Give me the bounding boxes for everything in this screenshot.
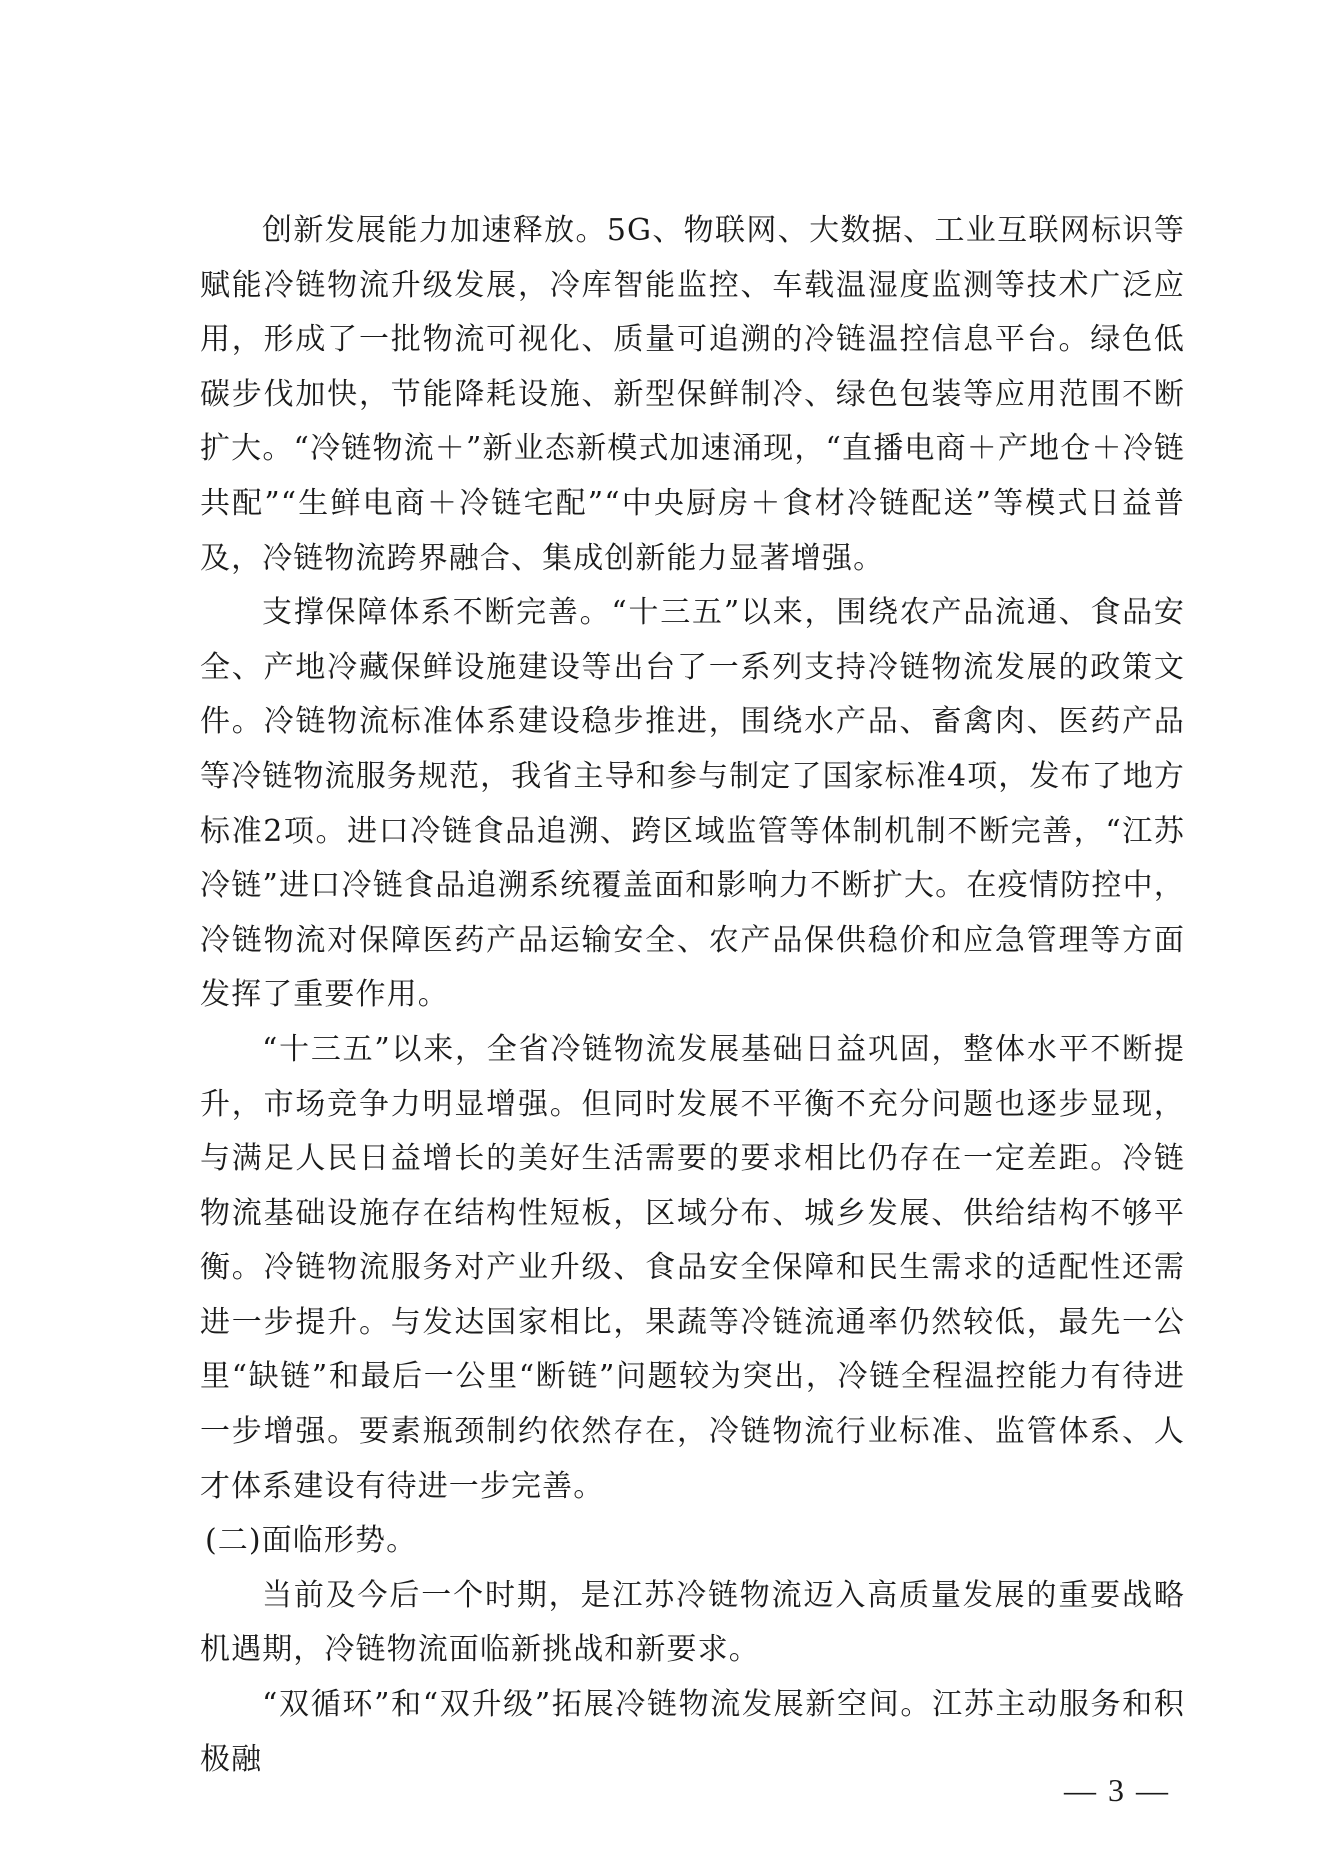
section-heading: (二)面临形势。 [205, 1523, 418, 1559]
paragraph-strategic-period: 当前及今后一个时期，是江苏冷链物流迈入高质量发展的重要战略机遇期，冷链物流面临新挑战和新要求。 [200, 1577, 1185, 1668]
paragraph-summary-gaps: “十三五”以来，全省冷链物流发展基础日益巩固，整体水平不断提升，市场竞争力明显增强。但同时发展不平衡不充分问题也逐步显现，与满足人民日益增长的美好生活需要的要求相比仍存在一定差距。冷链物流基础设施存在结构性短板，区域分布、城乡发展、供给结构不够平衡。冷链物流服务对产业升级、食品安全保障和民生需求的适配性还需进一步提升。与发达国家相比，果蔬等冷链流通率仍然较低，最先一公里“缺链”和最后一公里“断链”问题较为突出，冷链全程温控能力有待进一步增强。要素瓶颈制约依然存在，冷链物流行业标准、监管体系、人才体系建设有待进一步完善。 [200, 1031, 1185, 1504]
paragraph-innovation: 创新发展能力加速释放。5G、物联网、大数据、工业互联网标识等赋能冷链物流升级发展，冷库智能监控、车载温湿度监测等技术广泛应用，形成了一批物流可视化、质量可追溯的冷链温控信息平台。绿色低碳步伐加快，节能降耗设施、新型保鲜制冷、绿色包装等应用范围不断扩大。“冷链物流＋”新业态新模式加速涌现，“直播电商＋产地仓＋冷链共配”“生鲜电商＋冷链宅配”“中央厨房＋食材冷链配送”等模式日益普及，冷链物流跨界融合、集成创新能力显著增强。 [200, 213, 1185, 576]
paragraph-support-system: 支撑保障体系不断完善。“十三五”以来，围绕农产品流通、食品安全、产地冷藏保鲜设施建设等出台了一系列支持冷链物流发展的政策文件。冷链物流标准体系建设稳步推进，围绕水产品、畜禽肉、医药产品等冷链物流服务规范，我省主导和参与制定了国家标准4项，发布了地方标准2项。进口冷链食品追溯、跨区域监管等体制机制不断完善，“江苏冷链”进口冷链食品追溯系统覆盖面和影响力不断扩大。在疫情防控中，冷链物流对保障医药产品运输安全、农产品保供稳价和应急管理等方面发挥了重要作用。 [200, 595, 1185, 1013]
paragraph-dual-circulation: “双循环”和“双升级”拓展冷链物流发展新空间。江苏主动服务和积极融 [200, 1687, 1185, 1777]
body-text [200, 204, 1185, 1787]
page-number: — 3 — [1064, 1772, 1170, 1808]
